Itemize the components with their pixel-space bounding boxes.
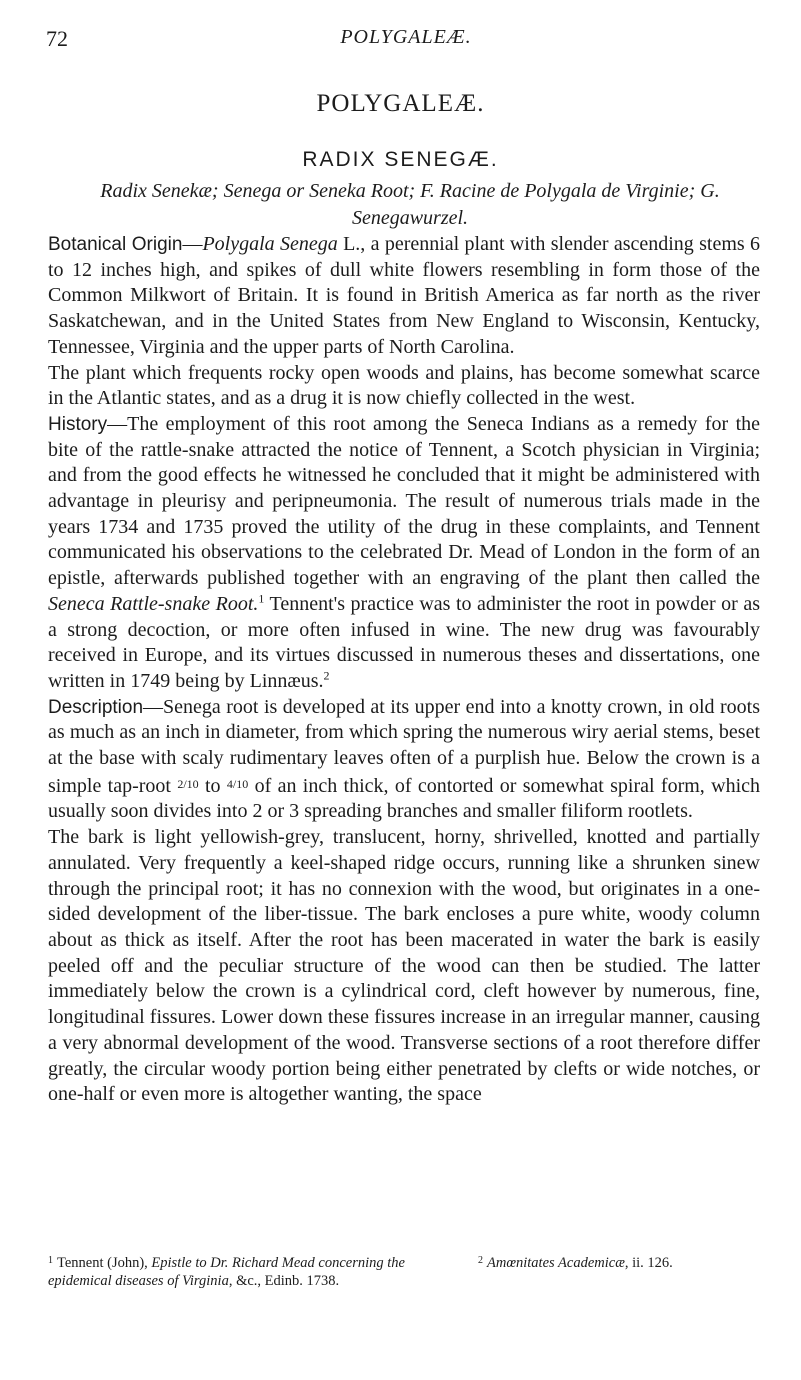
- description-text-3: of an inch thick, of contorted or somewhat spiral form, which usually soon divides into 2 or 3 spreading branches and smaller filiform rootlets.: [48, 774, 761, 823]
- page-number: 72: [46, 26, 68, 51]
- footnote-ref-1: 1: [258, 591, 265, 606]
- heading-history: History: [48, 413, 108, 435]
- section-title: POLYGALEÆ.: [316, 90, 485, 117]
- description-text-2: to: [198, 774, 227, 797]
- heading-botanical-origin: Botanical Origin: [48, 234, 183, 255]
- origin-text: L., a perennial plant with slender ascending stems 6 to 12 inches high, and spikes of dull white flowers resembling in form those of the Common Milkwort of Britain. It is found in British America as far north as the river Saskatchewan, and in the United States from New England to Wisconsin, Kentucky, Tennessee, Virginia and the upper parts of North Carolina.: [48, 233, 761, 358]
- footnote-text: Tennent (John),: [57, 1255, 152, 1271]
- paragraph-botanical-origin: Botanical Origin—Polygala Senega L., a perennial plant with slender ascending stems 6 to 12 inches high, and spikes of dull white flowers resembling in form those of the Common Milkwort of Britain. It is found in British America as far north as the river Saskatchewan, and in the United States from New England to Wisconsin, Kentucky, Tennessee, Virginia and the upper parts of North Carolina.: [48, 233, 761, 358]
- paragraph-habitat: The plant which frequents rocky open woods and plains, has become somewhat scarce in the Atlantic states, and as a drug it is now chiefly collected in the west.: [48, 361, 760, 410]
- paragraph-description: Description—Senega root is developed at its upper end into a knotty crown, in old roots as much as an inch in diameter, from which spring the numerous wiry aerial stems, beset at the base with scaly rudimentary leaves often of a purplish hue. Below the crown is a simple tap-root $^{2/10}$ to $^{4/10}$ of an inch thick, of contorted or somewhat spiral form, which usually soon divides into 2 or 3 spreading branches and smaller filiform rootlets.: [48, 695, 761, 823]
- footnote-mark: 1: [48, 1255, 53, 1266]
- footnote-mark: 2: [478, 1255, 483, 1266]
- footnote-ref-2: 2: [323, 668, 330, 683]
- fraction-a: 2/10: [177, 776, 199, 791]
- footnote-1: [48, 1252, 438, 1290]
- footnote-tail: , ii. 126.: [624, 1255, 673, 1271]
- body-text: [48, 232, 760, 1108]
- running-title: POLYGALEÆ.: [340, 26, 472, 48]
- paragraph-history: History—The employment of this root among the Seneca Indians as a remedy for the bite of the rattle-snake attracted the notice of Tennent, a Scotch physician in Virginia; and from the good effects he witnessed he concluded that it might be administered with advantage in pleurisy and peripneumonia. The result of numerous trials made in the years 1734 and 1735 proved the utility of the drug in these complaints, and Tennent communicated his observations to the celebrated Dr. Mead of London in the form of an epistle, afterwards published together with an engraving of the plant then called the Seneca Rattle-snake Root.$^1$ Tennent's practice was to administer the root in powder or as a strong decoction, or more often infused in wine. The new drug was favourably received in Europe, and its virtues discussed in numerous theses and dissertations, one written in 1749 being by Linnæus.$^2$: [48, 412, 760, 692]
- footnote-2: [478, 1252, 768, 1272]
- footnote-italic: Amœnitates Academicæ: [487, 1255, 625, 1271]
- history-italic: Seneca Rattle-snake Root.: [48, 592, 259, 615]
- history-text-1: The employment of this root among the Seneca Indians as a remedy for the bite of the rattle-snake attracted the notice of Tennent, a Scotch physician in Virginia; and from the good effects he witnessed he concluded that it might be administered with advantage in pleurisy and peripneumonia. The result of numerous trials made in the years 1734 and 1735 proved the utility of the drug in these complaints, and Tennent communicated his observations to the celebrated Dr. Mead of London in the form of an epistle, afterwards published together with an engraving of the plant then called the: [48, 412, 760, 590]
- fraction-b: 4/10: [226, 776, 249, 791]
- subsection-title: RADIX SENEGÆ.: [302, 148, 499, 171]
- paragraph-bark: The bark is light yellowish-grey, translucent, horny, shrivelled, knotted and partially annulated. Very frequently a keel-shaped ridge occurs, running like a shrunken sinew through the principal root; it has no connexion with the wood, but originates in a one-sided development of the liber-tissue. The bark encloses a pure white, woody column about as thick as itself. After the root has been macerated in water the bark is easily peeled off and the peculiar structure of the wood can then be studied. The latter immediately below the crown is a cylindrical cord, cleft however by numerous, fine, longitudinal fissures. Lower down these fissures increase in an irregular manner, causing a very abnormal development of the wood. Transverse sections of a root therefore differ greatly, the circular woody portion being either penetrated by clefts or wide notches, or one-half or even more is altogether wanting, the space: [48, 826, 760, 1106]
- footnote-tail: , &c., Edinb. 1738.: [228, 1273, 340, 1289]
- description-text-1: Senega root is developed at its upper end into a knotty crown, in old roots as much as an inch in diameter, from which spring the numerous wiry aerial stems, beset at the base with scaly rudimentary leaves often of a purplish hue. Below the crown is a simple tap-root: [48, 695, 760, 797]
- running-head: [46, 26, 766, 52]
- species-name: Polygala Senega: [202, 233, 338, 255]
- history-text-2: Tennent's practice was to administer the root in powder or as a strong decoction, or more often infused in wine. The new drug was favourably received in Europe, and its virtues discussed in numerous theses and dissertations, one written in 1749 being by Linnæus.: [48, 592, 760, 692]
- synonyms: Radix Senekæ; Senega or Seneka Root; F. Racine de Polygala de Virginie; G. Senegawurzel.: [100, 180, 720, 229]
- heading-description: Description: [48, 696, 144, 718]
- footnote-italic: Epistle to Dr. Richard Mead concerning the epidemical diseases of Virginia: [48, 1255, 405, 1289]
